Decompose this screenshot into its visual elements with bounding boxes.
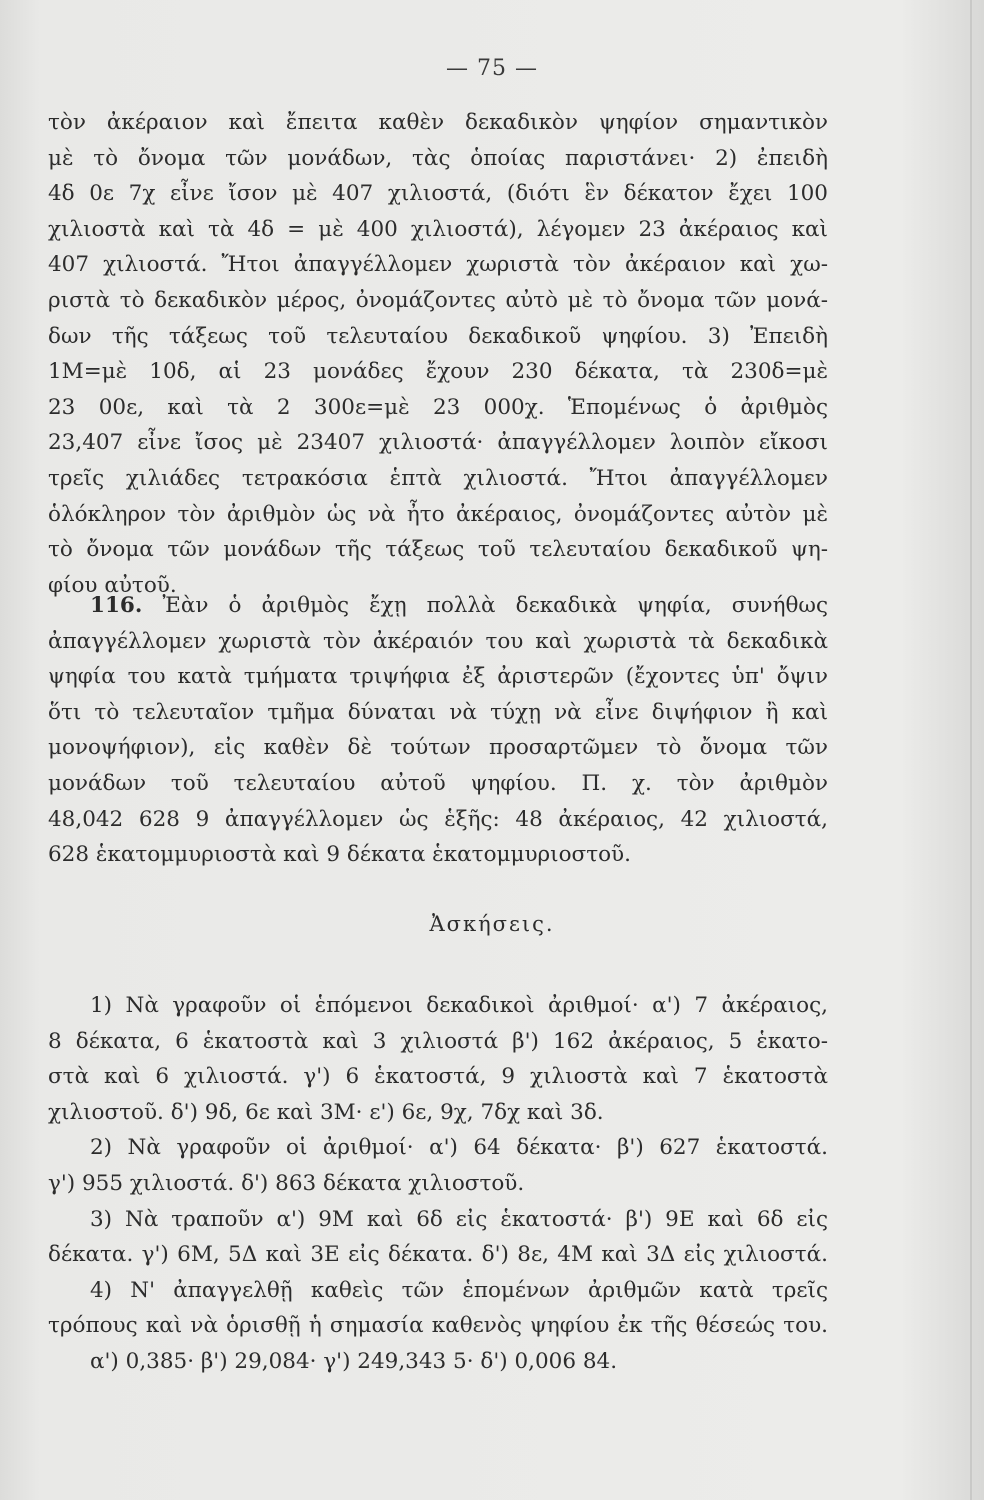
exercise-line: χιλιοστοῦ. δ') 9δ, 6ε καὶ 3Μ· ε') 6ε, 9χ, 7δχ καὶ 3δ. (48, 1099, 604, 1125)
text-line: μονάδων τοῦ τελευταίου αὐτοῦ ψηφίου. Π. χ. τὸν ἀριθμὸν (48, 770, 828, 796)
page-number: — 75 — (446, 56, 538, 81)
text-line: ψηφία του κατὰ τμήματα τριψήφια ἐξ ἀριστερῶν (ἔχοντες ὑπ' ὄψιν (48, 664, 828, 690)
text-line: ὅτι τὸ τελευταῖον τμῆμα δύναται νὰ τύχῃ νὰ εἶνε διψήφιον ἢ καὶ (48, 699, 828, 725)
text-line: τρεῖς χιλιάδες τετρακόσια ἑπτὰ χιλιοστά. Ἤτοι ἀπαγγέλλομεν (48, 465, 828, 491)
text-line: 1Μ=μὲ 10δ, αἱ 23 μονάδες ἔχουν 230 δέκατα, τὰ 230δ=μὲ (48, 359, 828, 385)
paragraph-first-line (48, 588, 828, 624)
text-line: ριστὰ τὸ δεκαδικὸν μέρος, ὀνομάζοντες αὐτὸ μὲ τὸ ὄνομα τῶν μονά- (48, 287, 828, 313)
text-line: 48,042 628 9 ἀπαγγέλλομεν ὡς ἑξῆς: 48 ἀκέραιος, 42 χιλιοστά, (48, 806, 828, 832)
exercise-line: 1) Νὰ γραφοῦν οἱ ἑπόμενοι δεκαδικοὶ ἀριθμοί· α') 7 ἀκέραιος, (90, 993, 828, 1018)
exercise-line: τρόπους καὶ νὰ ὁρισθῇ ἡ σημασία καθενὸς ψηφίου ἐκ τῆς θέσεώς του. (48, 1313, 828, 1339)
text-line: 628 ἑκατομμυριοστὰ καὶ 9 δέκατα ἑκατομμυριοστοῦ. (48, 842, 631, 868)
exercise-line: 4) Ν' ἀπαγγελθῇ καθεὶς τῶν ἑπομένων ἀριθμῶν κατὰ τρεῖς (90, 1277, 828, 1303)
text-line: μονοψήφιον), εἰς καθὲν δὲ τούτων προσαρτῶμεν τὸ ὄνομα τῶν (48, 735, 828, 761)
exercises-list (48, 988, 828, 1380)
section-number: 116. (90, 593, 143, 618)
text-line: φίου αὐτοῦ. (48, 572, 177, 598)
page-fold-shadow (970, 0, 972, 1500)
text-line: 407 χιλιοστά. Ἤτοι ἀπαγγέλλομεν χωριστὰ τὸν ἀκέραιον καὶ χω- (48, 252, 828, 278)
paragraph-115-continued (48, 105, 828, 603)
text-line: 23 00ε, καὶ τὰ 2 300ε=μὲ 23 000χ. Ἑπομένως ὁ ἀριθμὸς (48, 394, 828, 420)
text-fragment: Ἐὰν ὁ ἀριθμὸς ἔχῃ πολλὰ δεκαδικὰ ψηφία, συνήθως (162, 593, 828, 618)
exercise-line: 2) Νὰ γραφοῦν οἱ ἀριθμοί· α') 64 δέκατα· β') 627 ἑκατοστά. (90, 1135, 828, 1161)
text-line: 4δ 0ε 7χ εἶνε ἴσον μὲ 407 χιλιοστά, (διότι ἓν δέκατον ἔχει 100 (48, 181, 828, 207)
exercise-line: 8 δέκατα, 6 ἑκατοστὰ καὶ 3 χιλιοστά β') 162 ἀκέραιος, 5 ἑκατο- (48, 1028, 828, 1054)
exercise-line: δέκατα. γ') 6Μ, 5Δ καὶ 3Ε εἰς δέκατα. δ') 8ε, 4Μ καὶ 3Δ εἰς χιλιοστά. (48, 1242, 828, 1268)
text-line: τὸ ὄνομα τῶν μονάδων τῆς τάξεως τοῦ τελευταίου δεκαδικοῦ ψη- (48, 537, 828, 563)
text-line: μὲ τὸ ὄνομα τῶν μονάδων, τὰς ὁποίας παριστάνει· 2) ἐπειδὴ (48, 145, 828, 171)
text-line: χιλιοστὰ καὶ τὰ 4δ = μὲ 400 χιλιοστά), λέγομεν 23 ἀκέραιος καὶ (48, 216, 828, 242)
text-line: 23,407 εἶνε ἴσος μὲ 23407 χιλιοστά· ἀπαγγέλλομεν λοιπὸν εἴκοσι (48, 430, 828, 456)
paragraph-116 (48, 588, 828, 873)
exercise-line: α') 0,385· β') 29,084· γ') 249,343 5· δ') 0,006 84. (90, 1348, 618, 1374)
exercise-line: στὰ καὶ 6 χιλιοστά. γ') 6 ἑκατοστά, 9 χιλιοστὰ καὶ 7 ἑκατοστὰ (48, 1064, 828, 1090)
exercise-line: γ') 955 χιλιοστά. δ') 863 δέκατα χιλιοστοῦ. (48, 1170, 525, 1196)
exercises-heading: Ἀσκήσεις. (429, 912, 555, 936)
text-line: δων τῆς τάξεως τοῦ τελευταίου δεκαδικοῦ ψηφίου. 3) Ἐπειδὴ (48, 323, 828, 349)
text-line: ὁλόκληρον τὸν ἀριθμὸν ὡς νὰ ἦτο ἀκέραιος, ὀνομάζοντες αὐτὸν μὲ (48, 501, 828, 527)
text-line: τὸν ἀκέραιον καὶ ἔπειτα καθὲν δεκαδικὸν ψηφίον σημαντικὸν (48, 110, 828, 135)
exercise-line: 3) Νὰ τραποῦν α') 9Μ καὶ 6δ εἰς ἑκατοστά· β') 9Ε καὶ 6δ εἰς (90, 1206, 828, 1232)
text-line: ἀπαγγέλλομεν χωριστὰ τὸν ἀκέραιόν του καὶ χωριστὰ τὰ δεκαδικὰ (48, 628, 828, 654)
